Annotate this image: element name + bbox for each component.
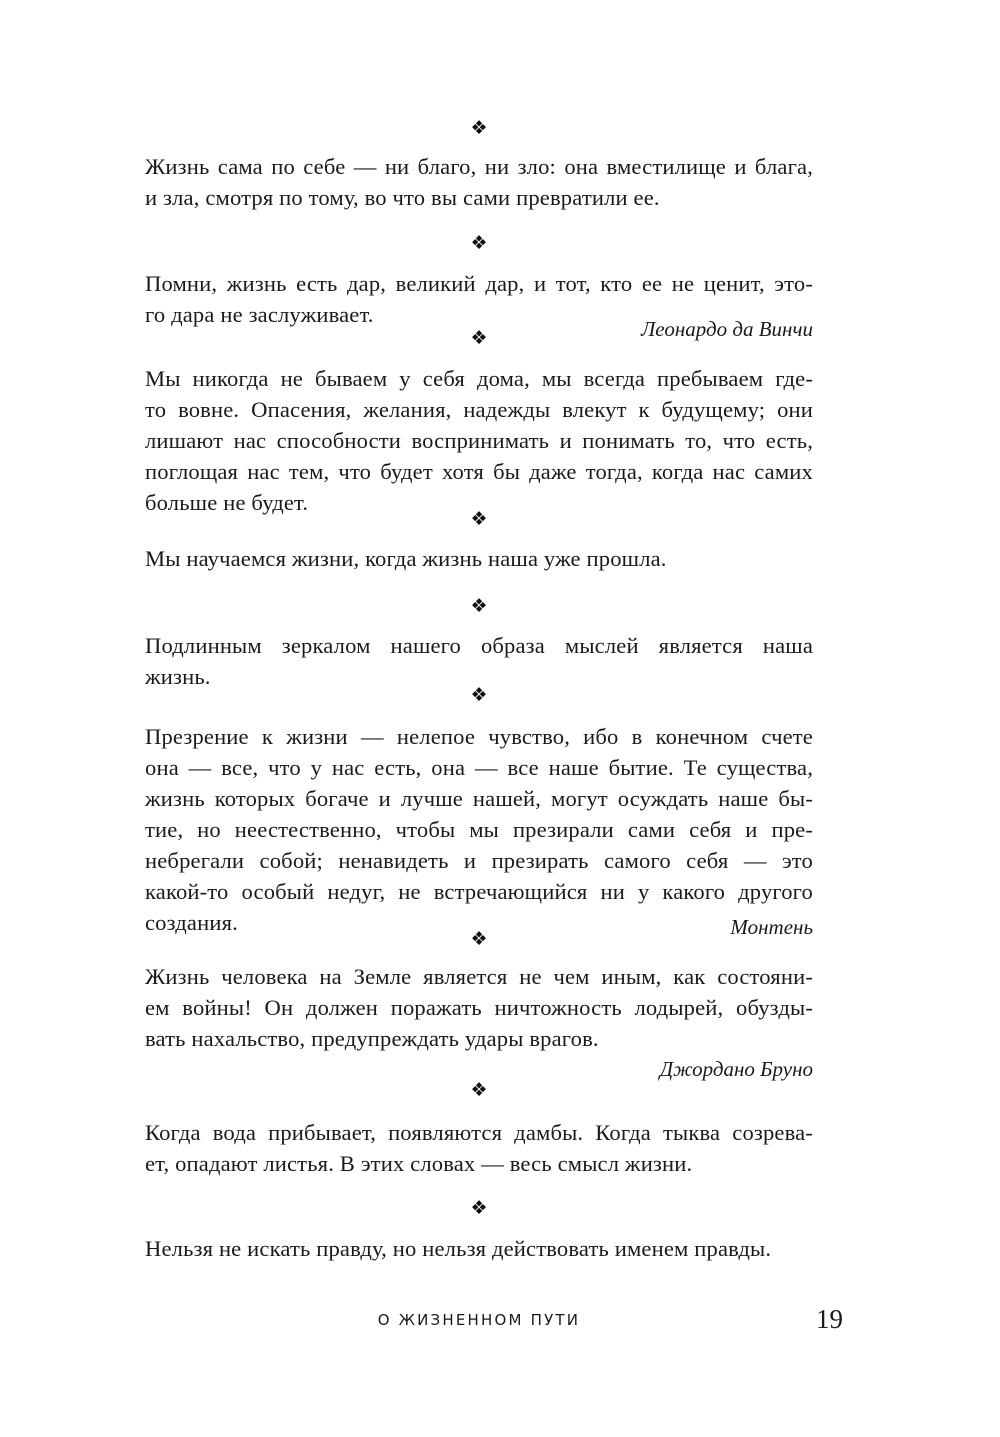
ornament-divider: ❖	[470, 232, 488, 254]
quote-text	[145, 363, 813, 518]
quote-line: ет, опадают листья. В этих словах — весь смысл жизни.	[145, 1151, 693, 1176]
quote-line: создания.	[145, 910, 238, 935]
quote-line: и зла, смотря по тому, во что вы сами превратили ее.	[145, 185, 660, 210]
quote-line: Подлинным зеркалом нашего образа мыслей является наша	[145, 633, 813, 658]
quote-text	[145, 1117, 813, 1179]
quote-author: Джордано Бруно	[659, 1057, 813, 1081]
ornament-divider: ❖	[470, 327, 488, 349]
quote-line: Мы научаемся жизни, когда жизнь наша уже прошла.	[145, 546, 667, 571]
quote-text	[145, 961, 813, 1054]
quote-line: Нельзя не искать правду, но нельзя действовать именем правды.	[145, 1236, 772, 1261]
quote-line: какой-то особый недуг, не встречающийся ни у какого другого	[145, 879, 813, 904]
quote-line: ем войны! Он должен поражать ничтожность лодырей, обузды-	[145, 995, 813, 1020]
ornament-divider: ❖	[470, 595, 488, 617]
ornament-divider: ❖	[470, 928, 488, 950]
quote-line: Мы никогда не бываем у себя дома, мы всегда пребываем где-	[145, 366, 813, 391]
quote-line: Помни, жизнь есть дар, великий дар, и тот, кто ее не ценит, это-	[145, 271, 813, 296]
quote-line: жизнь.	[145, 664, 211, 689]
quote-line: тие, но неестественно, чтобы мы презирали сами себя и пре-	[145, 817, 813, 842]
quote-line: Презрение к жизни — нелепое чувство, ибо в конечном счете	[145, 724, 813, 749]
quote-line: вать нахальство, предупреждать удары врагов.	[145, 1026, 599, 1051]
quote-line: небрегали собой; ненавидеть и презирать самого себя — это	[145, 848, 813, 873]
quote-text	[145, 1233, 813, 1264]
quote-line: поглощая нас тем, что будет хотя бы даже тогда, когда нас самих	[145, 459, 813, 484]
quote-line: Когда вода прибывает, появляются дамбы. Когда тыква созрева-	[145, 1120, 813, 1145]
quote-text	[145, 630, 813, 692]
book-page	[145, 0, 843, 1437]
ornament-divider: ❖	[470, 1197, 488, 1219]
quote-text	[145, 151, 813, 213]
quote-line: она — все, что у нас есть, она — все наше бытие. Те существа,	[145, 755, 813, 780]
page-number: 19	[816, 1304, 843, 1334]
ornament-divider: ❖	[470, 508, 488, 530]
quote-line: жизнь которых богаче и лучше нашей, могут осуждать наше бы-	[145, 786, 813, 811]
quote-text	[145, 543, 813, 574]
quote-line: го дара не заслуживает.	[145, 302, 374, 327]
ornament-divider: ❖	[470, 117, 488, 139]
quote-line: лишают нас способности воспринимать и понимать то, что есть,	[145, 428, 813, 453]
quote-text	[145, 721, 813, 938]
quote-author: Леонардо да Винчи	[641, 317, 813, 341]
quote-line: то вовне. Опасения, желания, надежды влекут к будущему; они	[145, 397, 813, 422]
ornament-divider: ❖	[470, 1079, 488, 1101]
quote-line: Жизнь человека на Земле является не чем иным, как состояни-	[145, 964, 813, 989]
quote-line: Жизнь сама по себе — ни благо, ни зло: она вместилище и блага,	[145, 154, 813, 179]
quote-author: Монтень	[730, 915, 813, 939]
running-footer-section-title: О ЖИЗНЕННОМ ПУТИ	[377, 1311, 581, 1329]
quote-line: больше не будет.	[145, 490, 309, 515]
ornament-divider: ❖	[470, 684, 488, 706]
